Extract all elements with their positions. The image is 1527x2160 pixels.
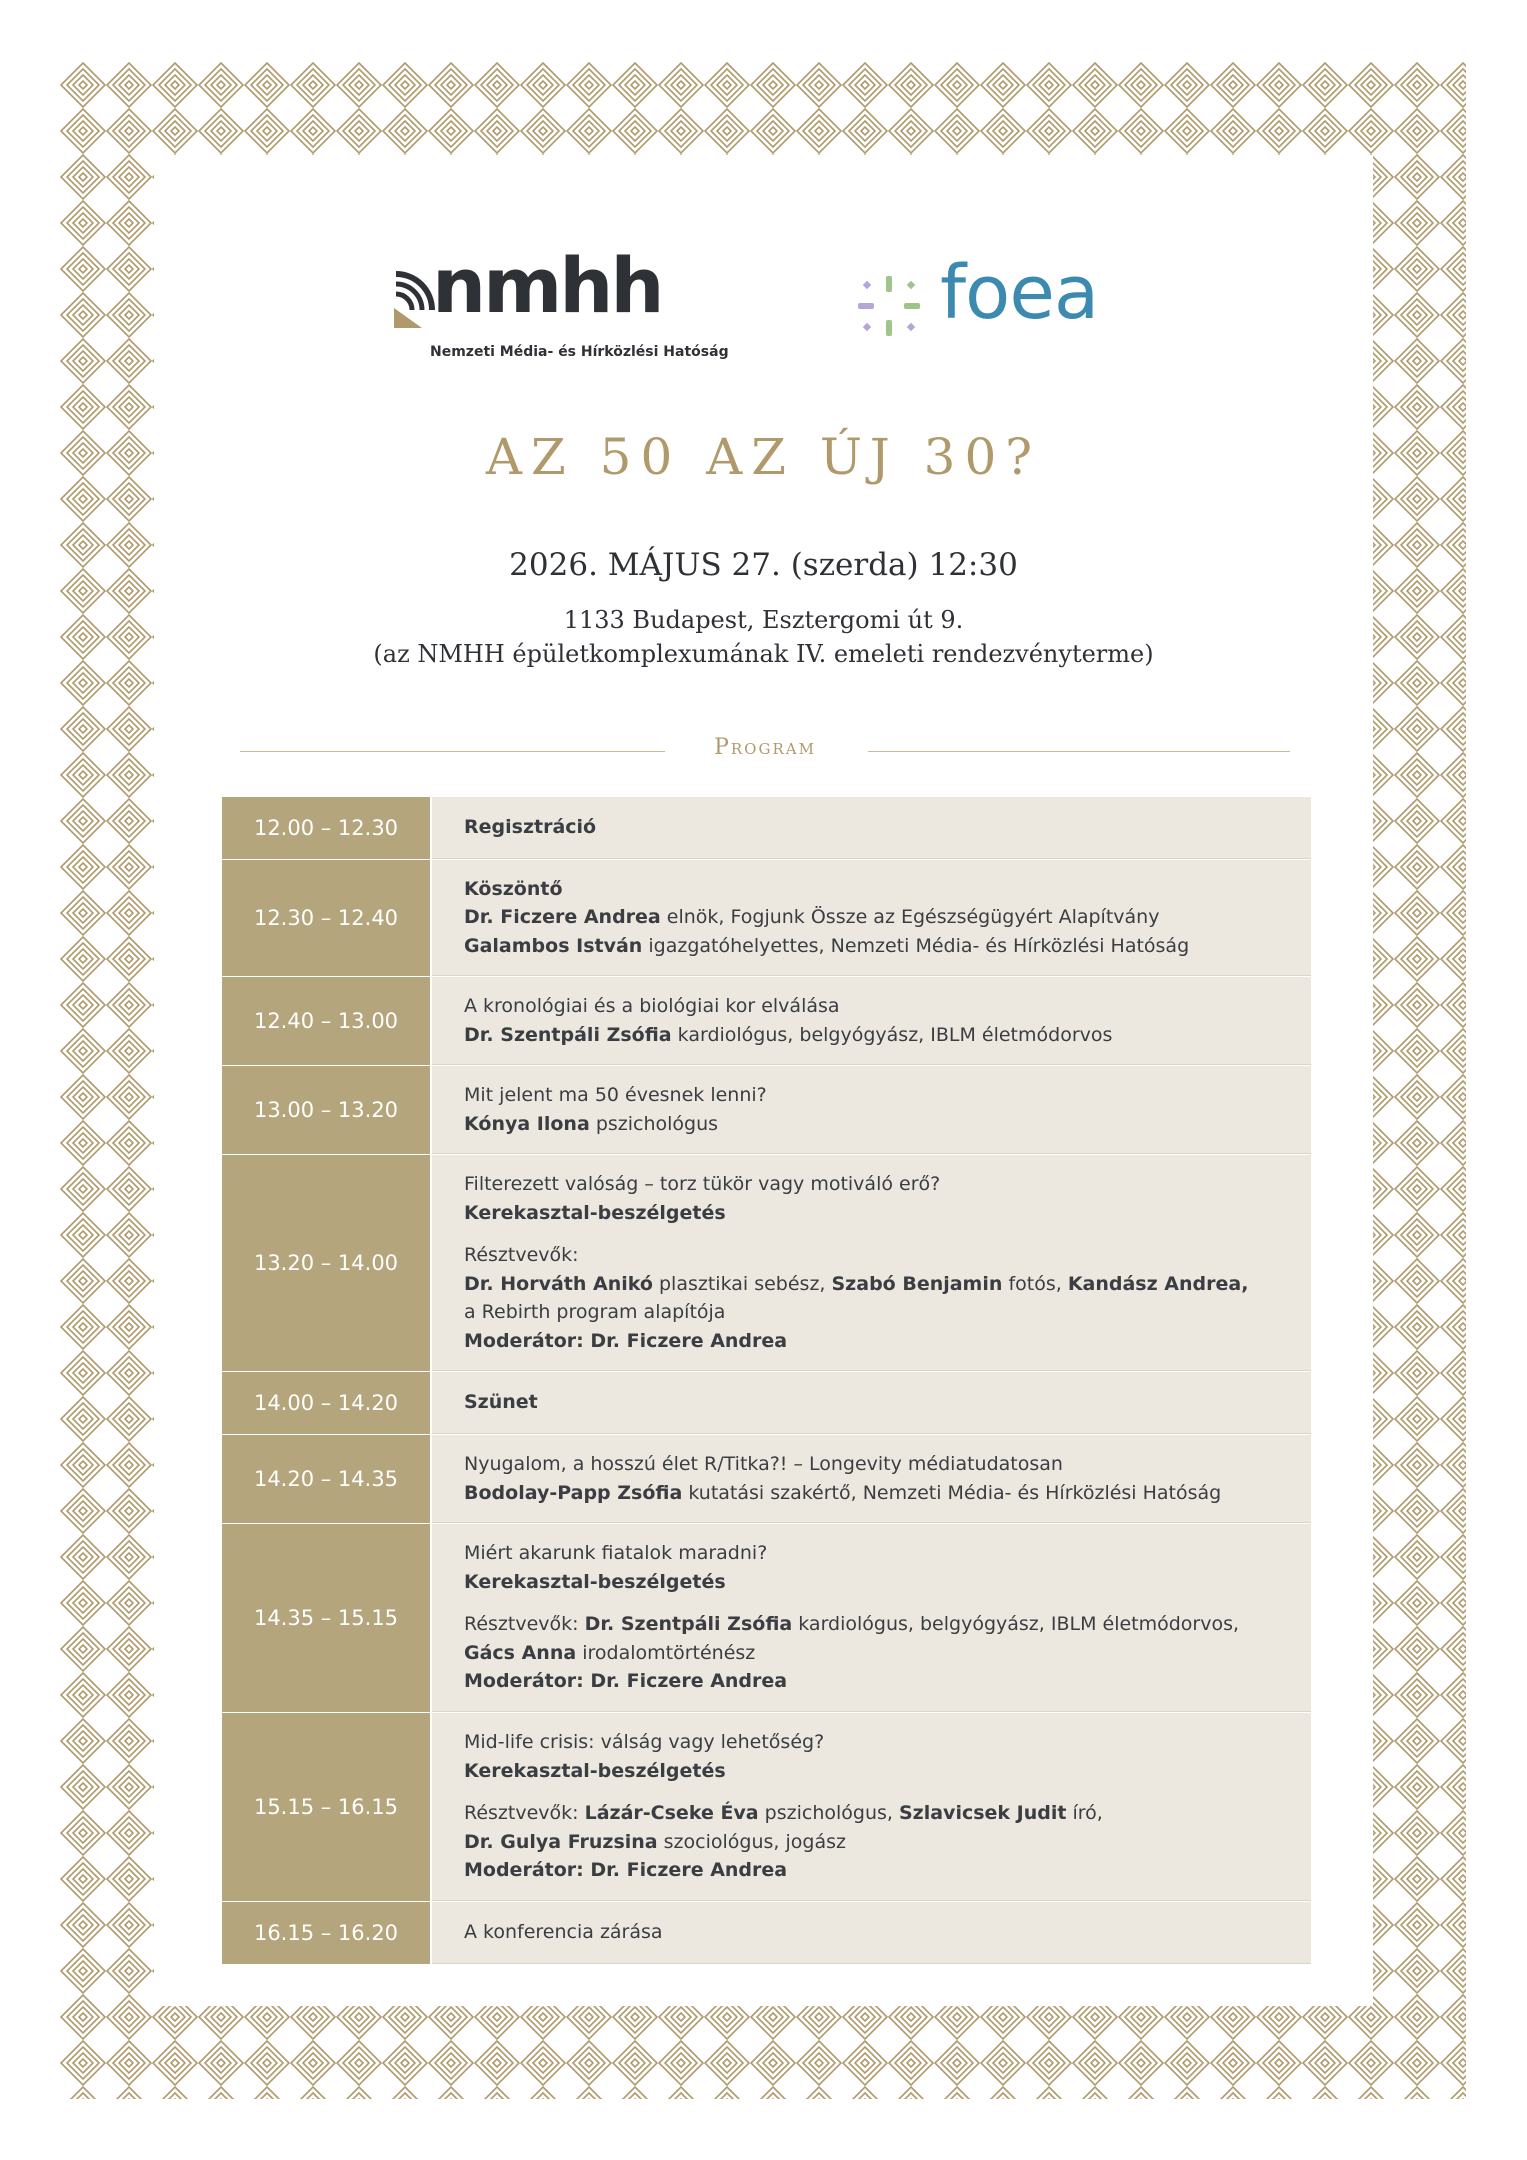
program-line xyxy=(464,1539,1291,1568)
address-line-1: 1133 Budapest, Esztergomi út 9. xyxy=(563,606,964,634)
program-details xyxy=(432,1066,1311,1154)
program-details xyxy=(432,977,1311,1065)
text: igazgatóhelyettes, Nemzeti Média- és Hírközlési Hatóság xyxy=(642,934,1190,957)
program-details xyxy=(432,1435,1311,1523)
program-details xyxy=(432,860,1311,976)
program-label: Program xyxy=(714,735,816,760)
program-time: 14.35 – 15.15 xyxy=(222,1524,432,1712)
program-details xyxy=(432,1372,1311,1434)
text: pszichológus, xyxy=(758,1802,899,1825)
text: pszichológus xyxy=(589,1112,719,1135)
bold-text: Szünet xyxy=(464,1391,538,1414)
bold-text: Dr. Horváth Anikó xyxy=(464,1272,653,1295)
spacer xyxy=(464,1596,1291,1610)
program-line xyxy=(464,1270,1291,1299)
nmhh-subtitle: Nemzeti Média- és Hírközlési Hatóság xyxy=(430,344,729,360)
bold-text: Dr. Ficzere Andrea xyxy=(464,906,661,929)
bold-text: Regisztráció xyxy=(464,816,597,839)
bold-text: Moderátor: Dr. Ficzere Andrea xyxy=(464,1859,788,1882)
bold-text: Moderátor: Dr. Ficzere Andrea xyxy=(464,1329,788,1352)
text: a Rebirth program alapítója xyxy=(464,1301,726,1323)
text: Filterezett valóság – torz tükör vagy motiváló erő? xyxy=(464,1173,941,1195)
nmhh-wordmark: nmhh xyxy=(432,241,662,330)
program-line xyxy=(464,1298,1291,1327)
program-time: 14.20 – 14.35 xyxy=(222,1435,432,1523)
text: kardiológus, belgyógyász, IBLM életmódorvos xyxy=(671,1023,1113,1046)
bold-text: Kerekasztal-beszélgetés xyxy=(464,1759,726,1782)
program-details xyxy=(432,1524,1311,1712)
text: kardiológus, belgyógyász, IBLM életmódorvos, xyxy=(792,1613,1240,1636)
text: elnök, Fogjunk Össze az Egészségügyért Alapítvány xyxy=(660,906,1160,929)
program-line xyxy=(464,1241,1291,1270)
text: Résztvevők: xyxy=(464,1244,579,1266)
text: kutatási szakértő, Nemzeti Média- és Hírközlési Hatóság xyxy=(682,1481,1222,1504)
bold-text: Kerekasztal-beszélgetés xyxy=(464,1201,726,1224)
bold-text: Dr. Szentpáli Zsófia xyxy=(584,1613,793,1636)
program-line xyxy=(464,1799,1291,1828)
program-row xyxy=(222,1066,1311,1155)
program-row xyxy=(222,1902,1311,1965)
program-line xyxy=(464,1856,1291,1885)
program-row xyxy=(222,1435,1311,1524)
text: szociológus, jogász xyxy=(657,1830,846,1853)
program-line xyxy=(464,1757,1291,1786)
event-title: AZ 50 AZ ÚJ 30? xyxy=(485,428,1042,486)
program-details xyxy=(432,797,1311,859)
bold-text: Kerekasztal-beszélgetés xyxy=(464,1570,726,1593)
program-line xyxy=(464,1021,1291,1050)
program-time: 16.15 – 16.20 xyxy=(222,1902,432,1964)
program-time: 12.30 – 12.40 xyxy=(222,860,432,976)
program-line xyxy=(464,1667,1291,1696)
bold-text: Kónya Ilona xyxy=(464,1112,590,1135)
foea-logo xyxy=(850,250,1130,350)
program-details xyxy=(432,1155,1311,1371)
text: Résztvevők: xyxy=(464,1613,585,1636)
program-time: 13.20 – 14.00 xyxy=(222,1155,432,1371)
nmhh-logo xyxy=(392,241,752,368)
program-row xyxy=(222,1155,1311,1372)
text: irodalomtörténész xyxy=(576,1641,756,1664)
foea-wordmark: foea xyxy=(940,250,1099,336)
program-details xyxy=(432,1902,1311,1964)
text: Mit jelent ma 50 évesnek lenni? xyxy=(464,1084,767,1106)
foea-sparkle-icon xyxy=(850,270,930,350)
program-table xyxy=(222,797,1311,1965)
bold-text: Kandász Andrea, xyxy=(1067,1272,1249,1295)
program-row xyxy=(222,797,1311,860)
program-details xyxy=(432,1713,1311,1901)
text: író, xyxy=(1066,1802,1103,1825)
program-row xyxy=(222,1713,1311,1902)
event-date: 2026. MÁJUS 27. (szerda) 12:30 xyxy=(509,547,1018,583)
text: plasztikai sebész, xyxy=(652,1272,832,1295)
program-time: 12.40 – 13.00 xyxy=(222,977,432,1065)
program-line xyxy=(464,1450,1291,1479)
program-line xyxy=(464,813,1291,842)
program-row xyxy=(222,860,1311,977)
program-row xyxy=(222,977,1311,1066)
bold-text: Köszöntő xyxy=(464,877,563,900)
program-line xyxy=(464,932,1291,961)
bold-text: Szlavicsek Judit xyxy=(898,1802,1067,1825)
program-time: 12.00 – 12.30 xyxy=(222,797,432,859)
program-line xyxy=(464,1610,1291,1639)
text: Nyugalom, a hosszú élet R/Titka?! – Longevity médiatudatosan xyxy=(464,1453,1063,1475)
spacer xyxy=(464,1227,1291,1241)
bold-text: Lázár-Cseke Éva xyxy=(584,1802,759,1825)
bold-text: Szabó Benjamin xyxy=(831,1272,1003,1295)
program-heading xyxy=(240,735,1290,765)
bold-text: Moderátor: Dr. Ficzere Andrea xyxy=(464,1670,788,1693)
program-line xyxy=(464,1110,1291,1139)
program-line xyxy=(464,1828,1291,1857)
event-address xyxy=(0,603,1527,671)
program-row xyxy=(222,1524,1311,1713)
text: Miért akarunk fiatalok maradni? xyxy=(464,1542,768,1565)
text: A konferencia zárása xyxy=(464,1921,663,1944)
program-line xyxy=(464,1199,1291,1228)
program-line xyxy=(464,1327,1291,1356)
program-time: 13.00 – 13.20 xyxy=(222,1066,432,1154)
program-line xyxy=(464,1479,1291,1508)
bold-text: Dr. Szentpáli Zsófia xyxy=(464,1023,672,1046)
bold-text: Dr. Gulya Fruzsina xyxy=(464,1830,658,1853)
program-line xyxy=(464,1728,1291,1757)
spacer xyxy=(464,1785,1291,1799)
bold-text: Gács Anna xyxy=(464,1641,577,1664)
bold-text: Bodolay-Papp Zsófia xyxy=(464,1481,683,1504)
program-line xyxy=(464,1170,1291,1199)
text: fotós, xyxy=(1002,1272,1068,1295)
bold-text: Galambos István xyxy=(464,934,643,957)
program-line xyxy=(464,1081,1291,1110)
program-line xyxy=(464,903,1291,932)
text: Mid-life crisis: válság vagy lehetőség? xyxy=(464,1731,825,1754)
program-row xyxy=(222,1372,1311,1435)
program-line xyxy=(464,992,1291,1021)
nmhh-wave-icon xyxy=(392,268,436,332)
text: Résztvevők: xyxy=(464,1802,585,1825)
program-line xyxy=(464,1388,1291,1417)
program-line xyxy=(464,1639,1291,1668)
program-line xyxy=(464,1568,1291,1597)
program-time: 14.00 – 14.20 xyxy=(222,1372,432,1434)
program-line xyxy=(464,875,1291,904)
program-line xyxy=(464,1918,1291,1947)
text: A kronológiai és a biológiai kor elválása xyxy=(464,995,840,1017)
address-line-2: (az NMHH épületkomplexumának IV. emeleti rendezvényterme) xyxy=(373,640,1154,668)
program-time: 15.15 – 16.15 xyxy=(222,1713,432,1901)
